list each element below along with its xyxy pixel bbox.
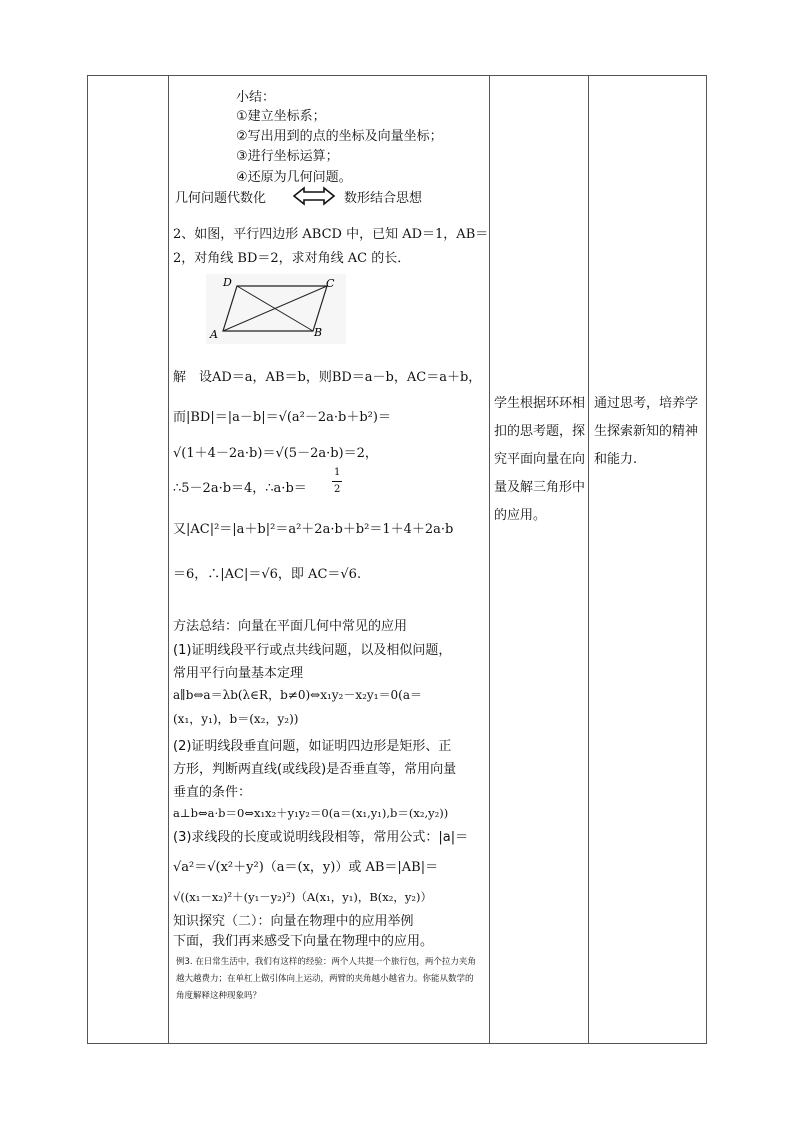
solution-line3: √(1＋4－2a·b)＝√(5－2a·b)＝2， — [173, 446, 378, 461]
method-p1c: a∥b⇔a＝λb(λ∈R，b≠0)⇔x₁y₂－x₂y₁＝0(a＝ — [173, 688, 422, 702]
summary-title: 小结： — [236, 90, 276, 105]
knowledge-title: 知识探究（二）：向量在物理中的应用举例 — [173, 914, 414, 929]
number-shape-phrase: 数形结合思想 — [344, 191, 423, 206]
fraction-denominator: 2 — [334, 484, 341, 495]
summary-step-3: ③进行坐标运算； — [236, 149, 339, 164]
label-d: D — [223, 276, 232, 289]
solution-line2: 而|BD|＝|a－b|＝√(a²－2a·b＋b²)＝ — [173, 410, 391, 425]
knowledge-intro: 下面，我们再来感受下向量在物理中的应用。 — [173, 934, 434, 949]
label-c: C — [326, 277, 335, 290]
design-intent-text: 通过思考，培养学生探索新知的精神和能力. — [594, 396, 699, 467]
summary-step-1: ①建立坐标系； — [236, 109, 326, 124]
summary-step-4: ④还原为几何问题。 — [236, 170, 352, 185]
method-p2a: (2)证明线段垂直问题，如证明四边形是矩形、正 — [173, 739, 452, 754]
problem2-line1: 2、如图，平行四边形 ABCD 中，已知 AD＝1，AB＝ — [173, 227, 489, 242]
fraction-bar — [332, 481, 342, 482]
column-divider-3 — [588, 76, 589, 1043]
example3-text: 例3. 在日常生活中，我们有这样的经验：两个人共提一个旅行包，两个拉力夹角越大越费力；在单杠上做引体向上运动，两臂的夹角越小越省力。你能从数学的角度解释这种现象吗？ — [176, 957, 476, 1001]
column-divider-1 — [168, 76, 169, 1043]
double-arrow-icon — [292, 186, 336, 206]
method-p3a: (3)求线段的长度或说明线段相等，常用公式：|a|＝ — [173, 830, 469, 845]
method-p1a: (1)证明线段平行或点共线问题，以及相似问题， — [173, 643, 452, 658]
solution-line5: 又|AC|²＝|a＋b|²＝a²＋2a·b＋b²＝1＋4＋2a·b — [173, 522, 454, 537]
solution-line4: ∴5－2a·b＝4，∴a·b＝ — [173, 481, 307, 496]
method-p1d: (x₁，y₁)，b＝(x₂，y₂)) — [173, 712, 299, 726]
solution-line1: 解 设AD＝a，AB＝b，则BD＝a－b，AC＝a＋b， — [173, 370, 482, 385]
method-title: 方法总结：向量在平面几何中常见的应用 — [173, 619, 408, 634]
method-p1b: 常用平行向量基本定理 — [173, 666, 304, 681]
method-p2b: 方形，判断两直线(或线段)是否垂直等，常用向量 — [173, 762, 457, 777]
method-p3b: √a²＝√(x²＋y²)（a＝(x，y)）或 AB＝|AB|＝ — [173, 860, 439, 875]
method-p2c: 垂直的条件： — [173, 785, 252, 800]
label-b: B — [314, 326, 323, 339]
solution-line6: ＝6，∴|AC|＝√6，即 AC＝√6. — [173, 567, 362, 582]
student-activity-text: 学生根据环环相扣的思考题，探究平面向量在向量及解三角形中的应用。 — [494, 396, 586, 523]
method-p2d: a⊥b⇔a·b＝0⇔x₁x₂＋y₁y₂＝0(a＝(x₁,y₁),b＝(x₂,y₂)) — [173, 806, 449, 820]
label-a: A — [210, 328, 218, 341]
summary-step-2: ②写出用到的点的坐标及向量坐标； — [236, 129, 443, 144]
problem2-line2: 2，对角线 BD＝2，求对角线 AC 的长． — [173, 251, 411, 266]
parallelogram-figure — [206, 274, 346, 344]
column-divider-2 — [489, 76, 490, 1043]
fraction-numerator: 1 — [334, 467, 341, 478]
algebraization-phrase: 几何问题代数化 — [175, 191, 267, 206]
method-p3c: √((x₁－x₂)²＋(y₁－y₂)²)（A(x₁，y₁)，B(x₂，y₂)） — [173, 890, 432, 904]
